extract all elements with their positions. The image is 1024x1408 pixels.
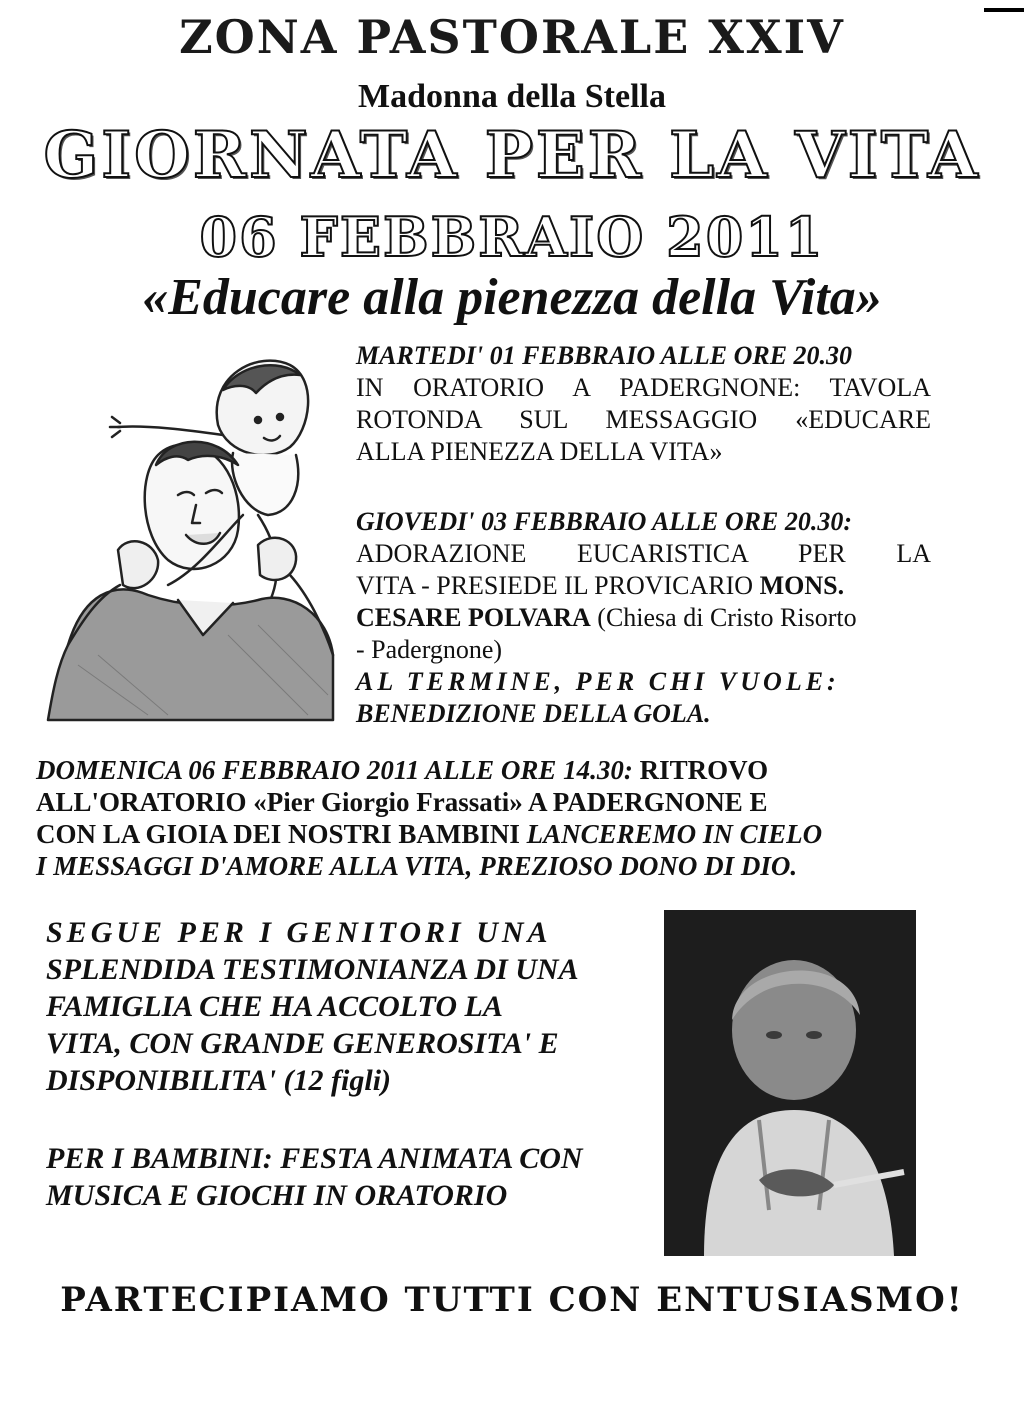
event-title: GIORNATA PER LA VITA: [43, 118, 981, 193]
parish-name: Madonna della Stella: [358, 78, 666, 115]
event-tuesday: [356, 340, 931, 468]
event-theme: «Educare alla pienezza della Vita»: [142, 269, 882, 326]
event-tuesday-line: ALLA PIENEZZA DELLA VITA»: [356, 437, 723, 466]
event-sunday-text: LANCEREMO IN CIELO: [526, 819, 823, 849]
parents-testimony: [46, 914, 634, 1099]
event-tuesday-line: IN ORATORIO A PADERGNONE: TAVOLA: [356, 373, 931, 402]
event-thursday-text: VITA - PRESIEDE IL PROVICARIO: [356, 571, 760, 600]
event-sunday-line: [36, 818, 916, 850]
event-tuesday-line: ROTONDA SUL MESSAGGIO «EDUCARE: [356, 405, 931, 434]
event-thursday-line: [356, 602, 931, 634]
event-sunday-text: RITROVO: [632, 755, 769, 785]
event-thursday-line: [356, 570, 931, 602]
parents-line: DISPONIBILITA' (12 figli): [46, 1064, 392, 1097]
event-thursday-line: BENEDIZIONE DELLA GOLA.: [356, 699, 711, 728]
event-thursday-line: - Padergnone): [356, 635, 503, 664]
parents-line: FAMIGLIA CHE HA ACCOLTO LA: [46, 990, 503, 1023]
event-thursday-mons: MONS.: [759, 571, 845, 600]
parents-line: SEGUE PER I GENITORI UNA: [46, 916, 552, 949]
event-sunday: [36, 754, 916, 882]
event-sunday-heading: DOMENICA 06 FEBBRAIO 2011 ALLE ORE 14.30:: [36, 755, 633, 785]
children-activities: [46, 1140, 646, 1214]
event-thursday-place: (Chiesa di Cristo Risorto: [590, 603, 857, 632]
event-sunday-line: I MESSAGGI D'AMORE ALLA VITA, PREZIOSO DONO DI DIO.: [36, 851, 798, 881]
zona-heading: ZONA PASTORALE XXIV: [179, 10, 845, 64]
parents-line: VITA, CON GRANDE GENEROSITA' E: [46, 1027, 559, 1060]
parents-line: SPLENDIDA TESTIMONIANZA DI UNA: [46, 953, 579, 986]
father-child-illustration: [28, 335, 348, 725]
event-sunday-line: ALL'ORATORIO «Pier Giorgio Frassati» A PADERGNONE E: [36, 787, 768, 817]
event-thursday-line: AL TERMINE, PER CHI VUOLE:: [356, 667, 840, 696]
event-thursday: [356, 506, 931, 730]
event-tuesday-heading: MARTEDI' 01 FEBBRAIO ALLE ORE 20.30: [356, 341, 853, 370]
children-line: PER I BAMBINI: FESTA ANIMATA CON: [46, 1142, 583, 1175]
event-sunday-text: CON LA GIOIA DEI NOSTRI BAMBINI: [36, 819, 527, 849]
children-line: MUSICA E GIOCHI IN ORATORIO: [46, 1179, 508, 1212]
event-date: 06 FEBBRAIO 2011: [199, 205, 825, 269]
event-sunday-line: [36, 754, 916, 786]
event-thursday-heading: GIOVEDI' 03 FEBBRAIO ALLE ORE 20.30:: [356, 507, 853, 536]
closing-slogan: PARTECIPIAMO TUTTI CON ENTUSIASMO!: [60, 1280, 964, 1320]
child-photo: [664, 910, 916, 1256]
event-thursday-presider: CESARE POLVARA: [356, 603, 591, 632]
event-thursday-line: ADORAZIONE EUCARISTICA PER LA: [356, 539, 931, 568]
